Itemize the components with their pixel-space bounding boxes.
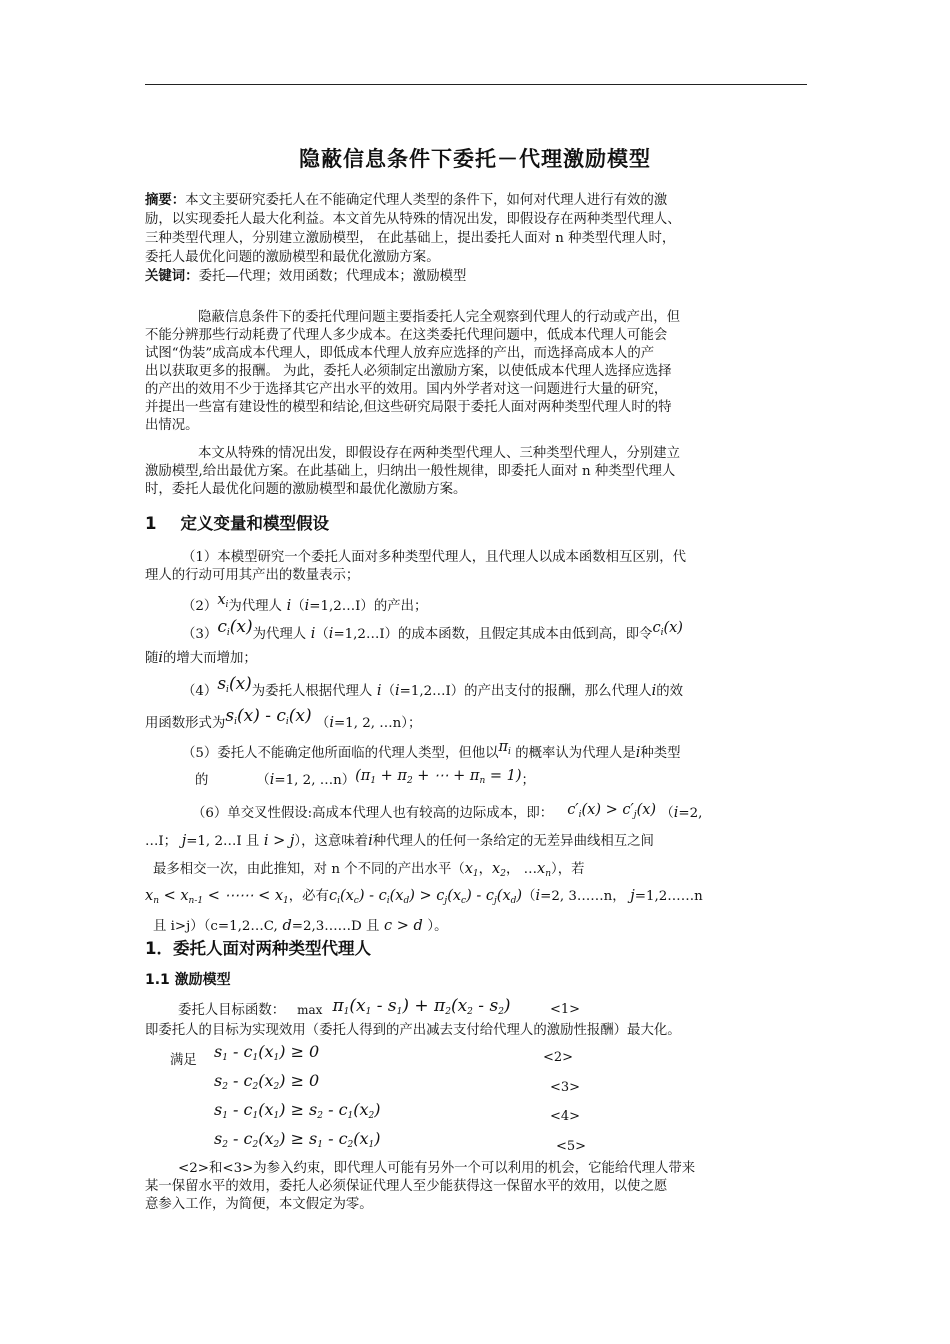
- constraint-4: $s_1 - c_1(x_1) \ge s_2 - c_1(x_2)$: [214, 1100, 381, 1121]
- intro-line-10: 时，委托人最优化问题的激励模型和最优化激励方案。: [145, 482, 467, 497]
- assumption-4-line-2: 用函数形式为$s_i(x) - c_i(x)$ （i=1, 2, …n）；: [145, 706, 422, 731]
- keywords-label: 关键词：: [145, 269, 199, 284]
- assumption-2: $(2)x_i$为代理人 i（i=1,2…I）的产出；: [182, 592, 428, 614]
- assumption-1-line-2: 理人的行动可用其产出的数量表示；: [145, 568, 360, 583]
- intro-line-5: 的产出的效用不少于选择其它产出水平的效用。国内外学者对这一问题进行大量的研究，: [145, 382, 668, 397]
- objective-line: 委托人目标函数： $\max \pi_1(x_1 - s_1) + \pi_2(x_2 - s_2)$: [178, 996, 511, 1018]
- intro-line-6: 并提出一些富有建设性的模型和结论,但这些研究局限于委托人面对两种类型代理人时的特: [145, 400, 672, 415]
- abstract-label: 摘要：: [145, 193, 186, 208]
- constraint-3: $s_2 - c_2(x_2) \ge 0$: [214, 1071, 320, 1092]
- assumption-4-line-1: $(4)s_i(x)$为委托人根据代理人 i（i=1,2…I）的产出支付的报酬，那么代理人i的效: [182, 674, 684, 699]
- equation-tag-1: <1>: [550, 1002, 581, 1017]
- constraint-2: $s_1 - c_1(x_1) \ge 0$: [214, 1042, 320, 1063]
- intro-line-4: 出以获取更多的报酬。 为此，委托人必须制定出激励方案，以使低成本代理人选择应选择: [145, 364, 672, 379]
- section-1-heading: 1 定义变量和模型假设: [145, 514, 329, 533]
- assumption-6-line-2: …I； j=1, 2…I 且 i > j），这意味着i种代理人的任何一条给定的无差异曲线相互之间: [145, 833, 654, 849]
- constraint-5: $s_2 - c_2(x_2) \ge s_1 - c_2(x_1)$: [214, 1129, 381, 1150]
- assumption-6-line-4: $x_n < x_{n-1}$ < ⋯⋯ < $x_1$，必有$c_i(x_c) - c_i(x_d) > c_j(x_c) - c_j(x_d)(i=2$, 3……n， j=1,2……n: [145, 888, 703, 906]
- paper-title: 隐蔽信息条件下委托－代理激励模型: [299, 147, 651, 171]
- subject-to-label: 满足: [170, 1053, 197, 1068]
- intro-line-7: 出情况。: [145, 418, 199, 433]
- abstract-line-4: 委托人最优化问题的激励模型和最优化激励方案。: [145, 250, 440, 265]
- assumption-5-line-1: （5）委托人不能确定他所面临的代理人类型，但他以$\pi_i$ 的概率认为代理人是i种类型: [182, 739, 681, 761]
- after-line-3: 意参入工作，为简便，本文假定为零。: [145, 1197, 373, 1212]
- assumption-3-line-2: 随i的增大而增加；: [145, 650, 257, 666]
- assumption-6-line-3: 最多相交一次，由此推知，对 n 个不同的产出水平（$x_1$，$x_2$， $\dots x_n$），若: [153, 861, 585, 879]
- intro-line-2: 不能分辨那些行动耗费了代理人多少成本。在这类委托代理问题中，低成本代理人可能会: [145, 328, 668, 343]
- equation-tag-2: <2>: [543, 1050, 574, 1065]
- section-2-heading: 1．委托人面对两种类型代理人: [145, 939, 371, 958]
- equation-tag-4: <4>: [550, 1109, 581, 1124]
- after-line-1: <2>和<3>为参入约束，即代理人可能有另外一个可以利用的机会，它能给代理人带来: [178, 1161, 696, 1176]
- intro-line-3: 试图“伪装”成高成本代理人，即低成本代理人放弃应选择的产出，而选择高成本人的产: [145, 346, 655, 361]
- assumption-5-line-2: 的 （i=1, 2, $\dots n)(\pi_1 + \pi_2$ + ⋯ + $\pi_n = 1$)；: [195, 768, 535, 788]
- assumption-1-line-1: （1）本模型研究一个委托人面对多种类型代理人，且代理人以成本函数相互区别，代: [182, 550, 686, 565]
- after-line-2: 某一保留水平的效用，委托人必须保证代理人至少能获得这一保留水平的效用，以使之愿: [145, 1179, 668, 1194]
- section-2-1-heading: 1.1 激励模型: [145, 972, 231, 988]
- intro-line-1: 隐蔽信息条件下的委托代理问题主要指委托人完全观察到代理人的行动或产出，但: [198, 310, 681, 325]
- equation-tag-5: <5>: [556, 1139, 587, 1154]
- assumption-6-line-5: 且 i>j）（c=1,2…C, d=2,3……D 且 c > d ）。: [153, 918, 448, 934]
- header-rule: [145, 84, 807, 85]
- assumption-3-line-1: $(3)c_i(x)$为代理人 i（i=1,2…I）的成本函数，且假定其成本由低到高，即令$c_i(x)$: [182, 617, 683, 642]
- keywords-line: 关键词：委托—代理；效用函数；代理成本；激励模型: [145, 269, 467, 284]
- intro-line-9: 激励模型,给出最优方案。在此基础上，归纳出一般性规律，即委托人面对 n 种类型代理人: [145, 464, 676, 479]
- assumption-6-line-1: （6）单交叉性假设:高成本代理人也有较高的边际成本，即： $c'_i(x) > c'_j(x)$ （i=2,: [192, 802, 703, 821]
- abstract-line-3: 三种类型代理人，分别建立激励模型， 在此基础上，提出委托人面对 n 种类型代理人时，: [145, 231, 676, 246]
- equation-tag-3: <3>: [550, 1080, 581, 1095]
- abstract-line-1: 摘要：本文主要研究委托人在不能确定代理人类型的条件下，如何对代理人进行有效的激: [145, 193, 668, 208]
- objective-explain: 即委托人的目标为实现效用（委托人得到的产出减去支付给代理人的激励性报酬）最大化。: [145, 1023, 681, 1038]
- intro-line-8: 本文从特殊的情况出发，即假设存在两种类型代理人、三种类型代理人，分别建立: [198, 446, 681, 461]
- abstract-line-2: 励，以实现委托人最大化利益。本文首先从特殊的情况出发，即假设存在两种类型代理人、: [145, 212, 681, 227]
